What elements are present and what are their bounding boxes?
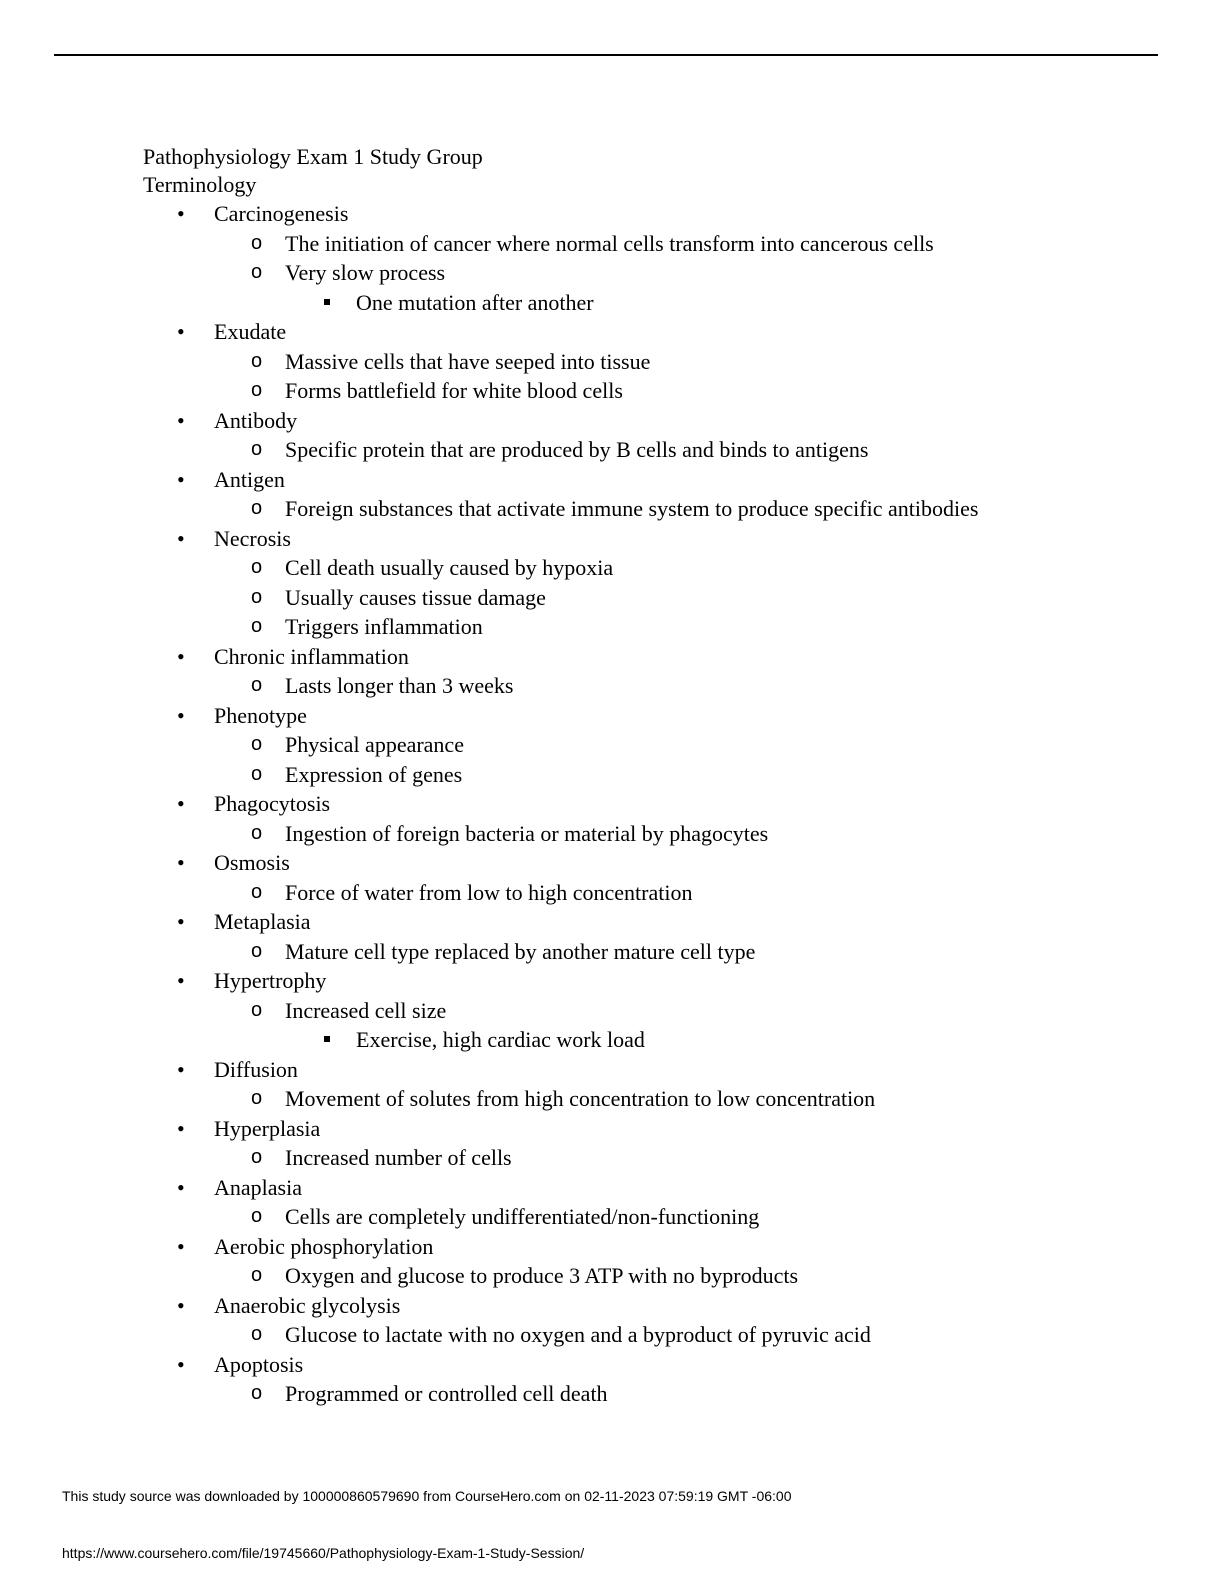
bullet-circle-icon: o — [251, 497, 263, 519]
definition-text: Foreign substances that activate immune system to produce specific antibodies — [285, 496, 979, 521]
definition-item — [143, 1379, 1143, 1409]
definition-text: Force of water from low to high concentration — [285, 879, 693, 905]
bullet-circle-icon: o — [251, 939, 263, 962]
document-title: Pathophysiology Exam 1 Study Group — [143, 144, 483, 169]
bullet-circle-icon: o — [251, 231, 263, 254]
bullet-circle-icon: o — [251, 379, 263, 401]
definition-text: Lasts longer than 3 weeks — [285, 673, 514, 698]
term-label: Exudate — [214, 319, 287, 344]
bullet-disc-icon: • — [177, 1292, 185, 1318]
sub-detail-item — [143, 1025, 1143, 1055]
bullet-circle-icon: o — [251, 438, 263, 460]
term-item — [143, 1114, 1143, 1144]
bullet-disc-icon: • — [177, 525, 185, 551]
term-item — [143, 642, 1143, 672]
definition-text: Mature cell type replaced by another mature cell type — [285, 938, 756, 964]
definition-item — [143, 937, 1143, 967]
bullet-circle-icon: o — [251, 674, 263, 696]
bullet-circle-icon: o — [251, 1087, 263, 1109]
bullet-square-icon — [324, 1036, 330, 1042]
bullet-disc-icon: • — [177, 1233, 185, 1259]
bullet-circle-icon: o — [251, 821, 263, 844]
bullet-circle-icon: o — [251, 261, 263, 283]
section-heading: Terminology — [143, 172, 257, 197]
footer-source-note: This study source was downloaded by 100000860579690 from CourseHero.com on 02-11-2023 07:59:19 GMT -06:00 — [62, 1488, 792, 1504]
header-rule — [54, 54, 1158, 56]
bullet-disc-icon: • — [177, 1115, 185, 1141]
definition-item — [143, 1143, 1143, 1173]
definition-text: Very slow process — [285, 260, 446, 285]
definition-text: Forms battlefield for white blood cells — [285, 378, 623, 403]
bullet-disc-icon: • — [177, 407, 185, 433]
bullet-disc-icon: • — [177, 909, 185, 934]
term-item — [143, 907, 1143, 937]
bullet-disc-icon: • — [177, 968, 185, 993]
term-label: Aerobic phosphorylation — [214, 1233, 434, 1259]
bullet-circle-icon: o — [251, 1205, 263, 1227]
term-item — [143, 966, 1143, 996]
term-label: Phagocytosis — [214, 791, 331, 816]
term-label: Chronic inflammation — [214, 643, 409, 669]
bullet-circle-icon: o — [251, 1382, 263, 1404]
term-label: Carcinogenesis — [214, 201, 349, 226]
term-label: Antigen — [214, 466, 285, 492]
definition-text: Usually causes tissue damage — [285, 584, 546, 610]
term-label: Anaerobic glycolysis — [214, 1292, 401, 1318]
bullet-disc-icon: • — [177, 1056, 185, 1082]
definition-text: Specific protein that are produced by B cells and binds to antigens — [285, 437, 869, 462]
definition-text: Triggers inflammation — [285, 614, 483, 639]
footer-url: https://www.coursehero.com/file/19745660/Pathophysiology-Exam-1-Study-Session/ — [62, 1545, 585, 1561]
bullet-disc-icon: • — [177, 1351, 185, 1377]
term-label: Antibody — [214, 407, 298, 433]
term-label: Phenotype — [214, 702, 307, 728]
definition-item — [143, 819, 1143, 849]
term-label: Anaplasia — [214, 1174, 302, 1200]
term-list — [143, 199, 1143, 1409]
term-item — [143, 1055, 1143, 1085]
definition-item — [143, 1084, 1143, 1114]
sub-detail-text: Exercise, high cardiac work load — [356, 1027, 645, 1052]
definition-text: Massive cells that have seeped into tissue — [285, 348, 651, 374]
definition-item — [143, 1261, 1143, 1291]
bullet-circle-icon: o — [251, 585, 263, 608]
definition-item — [143, 760, 1143, 790]
term-item — [143, 317, 1143, 347]
definition-item — [143, 258, 1143, 288]
bullet-disc-icon: • — [177, 201, 185, 226]
definition-text: The initiation of cancer where normal cells transform into cancerous cells — [285, 230, 934, 256]
term-item — [143, 1291, 1143, 1321]
term-label: Osmosis — [214, 850, 290, 875]
bullet-circle-icon: o — [251, 349, 263, 372]
definition-item — [143, 671, 1143, 701]
bullet-circle-icon: o — [251, 733, 263, 755]
bullet-circle-icon: o — [251, 998, 263, 1021]
term-label: Metaplasia — [214, 909, 311, 934]
definition-item — [143, 229, 1143, 259]
sub-detail-text: One mutation after another — [356, 289, 594, 315]
definition-item — [143, 494, 1143, 524]
definition-item — [143, 376, 1143, 406]
bullet-disc-icon: • — [177, 643, 185, 669]
definition-item — [143, 435, 1143, 465]
term-item — [143, 1232, 1143, 1262]
definition-item — [143, 583, 1143, 613]
term-label: Hyperplasia — [214, 1115, 321, 1141]
term-item — [143, 848, 1143, 878]
definition-text: Cell death usually caused by hypoxia — [285, 555, 614, 580]
definition-text: Movement of solutes from high concentration to low concentration — [285, 1086, 876, 1111]
bullet-circle-icon: o — [251, 556, 263, 578]
definition-item — [143, 612, 1143, 642]
term-item — [143, 1350, 1143, 1380]
bullet-circle-icon: o — [251, 1146, 263, 1168]
definition-item — [143, 730, 1143, 760]
term-item — [143, 199, 1143, 229]
bullet-disc-icon: • — [177, 466, 185, 492]
bullet-disc-icon: • — [177, 702, 185, 728]
definition-item — [143, 878, 1143, 908]
definition-text: Increased cell size — [285, 997, 447, 1023]
bullet-disc-icon: • — [177, 850, 185, 875]
bullet-disc-icon: • — [177, 791, 185, 816]
term-item — [143, 524, 1143, 554]
definition-item — [143, 553, 1143, 583]
term-label: Apoptosis — [214, 1351, 304, 1377]
definition-item — [143, 996, 1143, 1026]
sub-detail-item — [143, 288, 1143, 318]
document-body — [143, 143, 1143, 1409]
bullet-circle-icon: o — [251, 880, 263, 903]
definition-item — [143, 347, 1143, 377]
term-item — [143, 465, 1143, 495]
term-label: Hypertrophy — [214, 968, 327, 993]
bullet-disc-icon: • — [177, 319, 185, 344]
bullet-circle-icon: o — [251, 615, 263, 637]
bullet-disc-icon: • — [177, 1174, 185, 1200]
definition-text: Physical appearance — [285, 732, 464, 757]
definition-text: Ingestion of foreign bacteria or material by phagocytes — [285, 820, 769, 846]
bullet-circle-icon: o — [251, 1264, 263, 1286]
definition-text: Increased number of cells — [285, 1145, 512, 1170]
definition-item — [143, 1202, 1143, 1232]
definition-text: Expression of genes — [285, 761, 463, 787]
term-item — [143, 406, 1143, 436]
term-label: Diffusion — [214, 1056, 298, 1082]
term-item — [143, 701, 1143, 731]
term-item — [143, 789, 1143, 819]
definition-text: Glucose to lactate with no oxygen and a byproduct of pyruvic acid — [285, 1322, 871, 1347]
bullet-square-icon — [324, 299, 330, 305]
term-label: Necrosis — [214, 525, 291, 551]
definition-item — [143, 1320, 1143, 1350]
term-item — [143, 1173, 1143, 1203]
definition-text: Cells are completely undifferentiated/non-functioning — [285, 1204, 760, 1229]
definition-text: Oxygen and glucose to produce 3 ATP with no byproducts — [285, 1263, 799, 1288]
bullet-circle-icon: o — [251, 762, 263, 785]
bullet-circle-icon: o — [251, 1323, 263, 1345]
definition-text: Programmed or controlled cell death — [285, 1381, 608, 1406]
